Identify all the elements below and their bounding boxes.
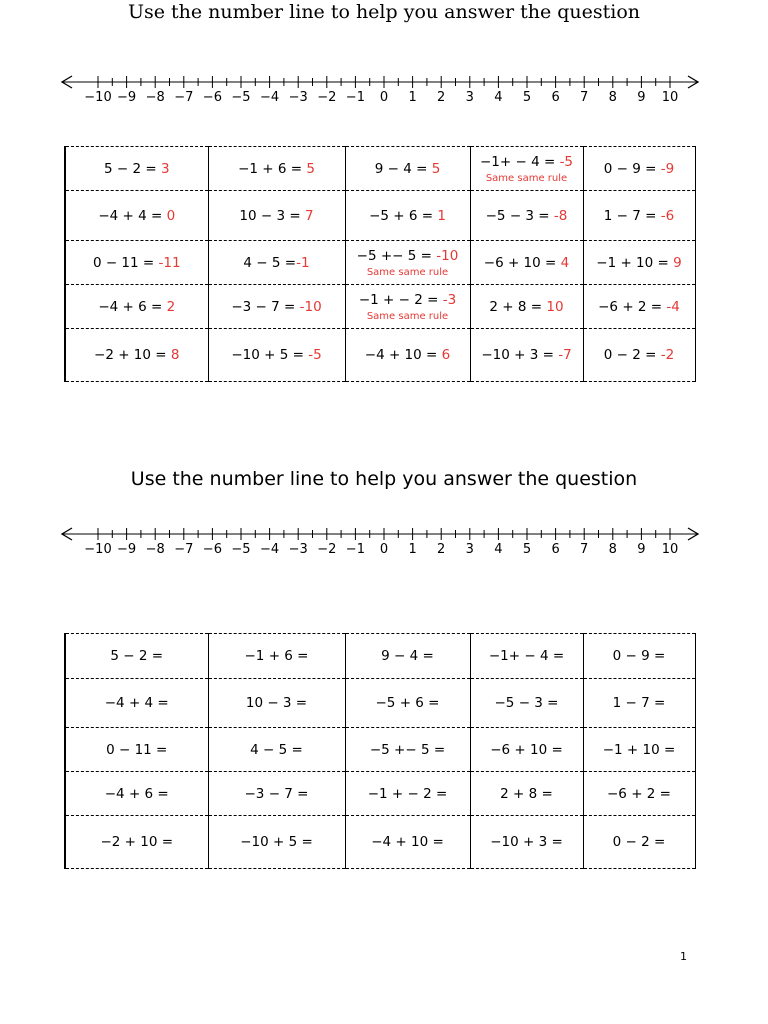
table-row [65, 191, 695, 241]
equation-cell [208, 285, 345, 329]
equation-cell [65, 147, 208, 191]
tick-label: 3 [465, 542, 474, 557]
equation-cell [470, 329, 583, 382]
equation-answer: -5 [308, 347, 322, 363]
table-row [65, 772, 695, 816]
equation-cell [583, 329, 695, 382]
equation-cell [345, 241, 470, 285]
equation-answer: -1 [296, 254, 310, 271]
tick-label: 0 [379, 542, 389, 557]
number-line-axis [58, 524, 703, 544]
rule-note: Same same rule [366, 266, 449, 278]
equation-question: −4 + 4 = [98, 207, 167, 224]
table-row [65, 285, 695, 329]
equation-answer: -5 [559, 153, 574, 170]
tick-label: −1 [345, 542, 365, 557]
equation-question: 10 − 3 = [239, 207, 305, 224]
page-number: 1 [680, 950, 687, 963]
tick-label: 1 [408, 90, 417, 105]
equation-cell: −4 + 10 = [345, 816, 470, 869]
equation-cell [583, 285, 695, 329]
equation-answer: 5 [431, 160, 441, 177]
equation-answer: 5 [306, 160, 315, 177]
tick-label: −6 [202, 542, 222, 557]
equation-question: −4 + 6 = [98, 298, 167, 315]
equation-cell [470, 191, 583, 241]
equation-cell: −1 + 10 = [583, 728, 695, 772]
tick-label: −7 [174, 90, 194, 105]
equation-cell [208, 191, 345, 241]
equation-cell: −5 − 3 = [470, 679, 583, 728]
equation-cell: 5 − 2 = [65, 634, 208, 679]
tick-label: 7 [580, 90, 589, 105]
equation-cell [208, 147, 345, 191]
equation-answer: 10 [546, 298, 564, 315]
equation-answer: 0 [166, 207, 176, 224]
table-row [65, 679, 695, 728]
equation-answer: 2 [166, 298, 176, 315]
equation-cell [470, 285, 583, 329]
equation-cell: −3 − 7 = [208, 772, 345, 816]
tick-label: 9 [637, 542, 646, 557]
tick-label: 5 [522, 542, 532, 557]
tick-label: 4 [494, 90, 503, 105]
tick-label: 10 [661, 542, 679, 557]
table-row [65, 329, 695, 382]
rule-note: Same same rule [485, 172, 568, 184]
equation-answer: -10 [436, 247, 459, 264]
equation-cell [583, 241, 695, 285]
equation-answer: 9 [673, 254, 682, 271]
equation-question: −10 + 5 = [231, 347, 309, 363]
equation-cell: 4 − 5 = [208, 728, 345, 772]
equation-question: 0 − 9 = [603, 160, 661, 177]
tick-label: −4 [260, 542, 280, 557]
equation-question: −1 + 6 = [238, 160, 307, 177]
table-row [65, 728, 695, 772]
equation-question: 2 + 8 = [489, 298, 547, 315]
equation-cell: −10 + 5 = [208, 816, 345, 869]
equation-question: −6 + 2 = [598, 298, 667, 315]
equation-question: −5 +− 5 = [356, 247, 437, 264]
equation-question: −5 − 3 = [485, 207, 554, 224]
tick-label: 8 [608, 542, 617, 557]
equation-question: −1 + − 2 = [358, 291, 443, 308]
table-row [65, 241, 695, 285]
equation-cell [345, 147, 470, 191]
equation-cell: −4 + 6 = [65, 772, 208, 816]
equation-answer: -4 [666, 298, 680, 315]
equation-answer: -6 [660, 207, 675, 224]
equation-question: −4 + 10 = [364, 347, 442, 363]
equation-cell: 10 − 3 = [208, 679, 345, 728]
tick-label: 10 [661, 90, 679, 105]
tick-label: −10 [84, 542, 112, 557]
equation-cell: 0 − 2 = [583, 816, 695, 869]
equation-answer: 3 [160, 160, 170, 177]
tick-label: −3 [288, 90, 308, 105]
equation-answer: 7 [304, 207, 314, 224]
worksheet-title-bottom: Use the number line to help you answer the question [130, 468, 638, 490]
number-line-bottom [58, 524, 703, 564]
equation-question: 0 − 11 = [92, 254, 159, 271]
tick-label: 9 [637, 90, 646, 105]
number-line-top [58, 72, 703, 112]
equation-cell [345, 329, 470, 382]
tick-label: 3 [465, 90, 474, 105]
tick-label: −9 [117, 90, 137, 105]
equation-answer: -10 [299, 298, 322, 315]
tick-label: −1 [345, 90, 365, 105]
answered-grid [64, 146, 696, 382]
equation-question: −5 + 6 = [369, 207, 438, 224]
equation-question: −3 − 7 = [231, 298, 300, 315]
equation-cell: 2 + 8 = [470, 772, 583, 816]
equation-cell [470, 147, 583, 191]
tick-label: −2 [317, 542, 337, 557]
tick-label: −4 [260, 90, 280, 105]
equation-cell: −1 + − 2 = [345, 772, 470, 816]
equation-cell: −10 + 3 = [470, 816, 583, 869]
equation-cell: 1 − 7 = [583, 679, 695, 728]
equation-cell: −5 + 6 = [345, 679, 470, 728]
tick-label: −9 [117, 542, 137, 557]
equation-cell [65, 241, 208, 285]
equation-cell [208, 241, 345, 285]
equation-cell [65, 191, 208, 241]
equation-cell: 9 − 4 = [345, 634, 470, 679]
equation-cell [583, 147, 695, 191]
equation-cell: −6 + 10 = [470, 728, 583, 772]
equation-answer: 8 [170, 347, 180, 363]
equation-question: 1 − 7 = [603, 207, 661, 224]
number-line-axis [58, 72, 703, 92]
tick-label: 5 [522, 90, 532, 105]
equation-cell: 0 − 9 = [583, 634, 695, 679]
tick-label: 1 [408, 542, 417, 557]
tick-label: −2 [317, 90, 337, 105]
equation-cell [470, 241, 583, 285]
equation-cell [65, 329, 208, 382]
tick-label: −10 [84, 90, 112, 105]
tick-label: 2 [437, 542, 446, 557]
equation-question: −10 + 3 = [481, 347, 559, 363]
equation-answer: 1 [437, 207, 446, 224]
equation-answer: -3 [442, 291, 457, 308]
table-row [65, 147, 695, 191]
tick-label: 6 [551, 542, 560, 557]
equation-question: 5 − 2 = [103, 160, 161, 177]
tick-label: 0 [379, 90, 389, 105]
equation-question: 4 − 5 = [243, 254, 297, 271]
equation-cell: 0 − 11 = [65, 728, 208, 772]
equation-answer: 4 [560, 254, 570, 271]
table-row [65, 816, 695, 869]
equation-cell: −4 + 4 = [65, 679, 208, 728]
rule-note: Same same rule [366, 310, 449, 322]
equation-cell [583, 191, 695, 241]
equation-answer: 6 [441, 347, 451, 363]
equation-cell: −1+ − 4 = [470, 634, 583, 679]
equation-cell: −1 + 6 = [208, 634, 345, 679]
tick-label: −8 [145, 542, 165, 557]
tick-label: −7 [174, 542, 194, 557]
tick-label: −3 [288, 542, 308, 557]
equation-cell [345, 191, 470, 241]
equation-cell: −5 +− 5 = [345, 728, 470, 772]
equation-question: 9 − 4 = [374, 160, 432, 177]
tick-label: 4 [494, 542, 503, 557]
equation-question: −1+ − 4 = [479, 153, 560, 170]
tick-label: −5 [231, 90, 251, 105]
equation-question: −2 + 10 = [94, 347, 171, 363]
tick-label: −8 [145, 90, 165, 105]
tick-label: 6 [551, 90, 560, 105]
equation-question: 0 − 2 = [603, 347, 661, 363]
tick-label: 7 [580, 542, 589, 557]
equation-cell [65, 285, 208, 329]
tick-label: 8 [608, 90, 617, 105]
blank-grid [64, 633, 696, 869]
table-row [65, 634, 695, 679]
worksheet-title-top: Use the number line to help you answer the question [127, 1, 641, 23]
tick-label: −5 [231, 542, 251, 557]
equation-answer: -7 [558, 347, 572, 363]
equation-cell [208, 329, 345, 382]
equation-answer: -2 [660, 347, 675, 363]
equation-question: −6 + 10 = [483, 254, 561, 271]
equation-answer: -11 [158, 254, 181, 271]
equation-answer: -9 [660, 160, 675, 177]
equation-cell: −6 + 2 = [583, 772, 695, 816]
equation-cell: −2 + 10 = [65, 816, 208, 869]
tick-label: −6 [202, 90, 222, 105]
tick-label: 2 [437, 90, 446, 105]
equation-answer: -8 [553, 207, 568, 224]
equation-cell [345, 285, 470, 329]
equation-question: −1 + 10 = [596, 254, 674, 271]
